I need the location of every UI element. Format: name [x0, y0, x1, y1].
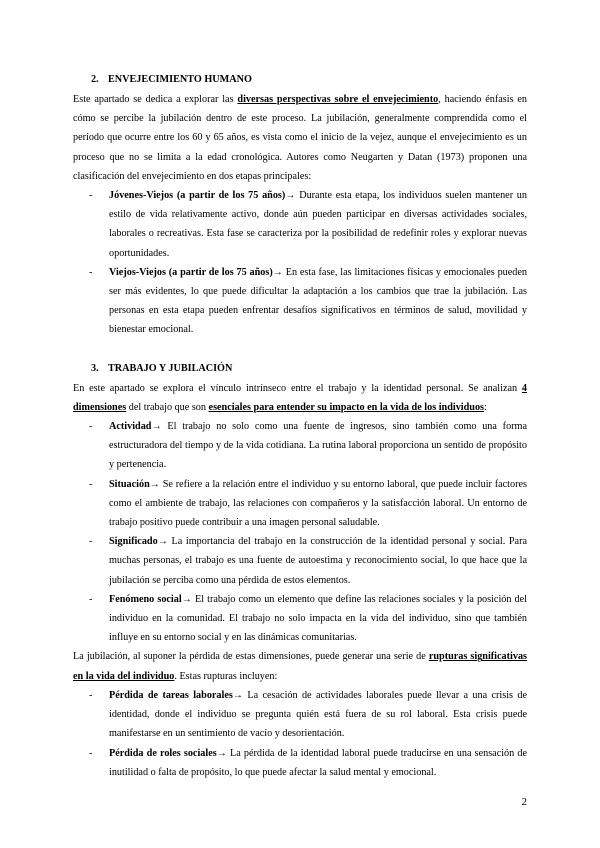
ruptures-intro	[73, 647, 527, 685]
section-2-title: ENVEJECIMIENTO HUMANO	[108, 74, 252, 85]
list-item	[73, 263, 527, 340]
list-item-text: La cesación de actividades laborales puede llevar a una crisis de identidad, donde el individuo se pregunta quién está fuera de su rol laboral. Esta crisis puede manifestarse en un sentimiento de vacío y desorientación.	[109, 689, 527, 740]
list-item-text: Durante esta etapa, los individuos suelen mantener un estilo de vida relativamente activo, donde aún pueden participar en diversas actividades sociales, laborales o recreativas. Esta fase se caracteriza por la posibilidad de redefinir roles y explorar nuevas oportunidades.	[109, 190, 527, 259]
section-3-intro	[73, 379, 527, 417]
list-item-term: Fenómeno social	[109, 593, 182, 605]
list-item	[73, 532, 527, 590]
intro-text: , haciendo énfasis en cómo se percibe la jubilación dentro de este proceso. La jubilación, generalmente comprendida como el período que ocurre entre los 60 y 65 años, es vista como el inicio de la vejez, aunque el envejecimiento es un proceso que no se limita a la edad cronológica. Autores como Neugarten y Datan (1973) proponen una clasificación del envejecimiento en dos etapas principales:	[73, 94, 527, 182]
list-item-term: Pérdida de roles sociales	[109, 747, 217, 759]
dash-bullet: -	[89, 421, 93, 433]
section-2-number: 2.	[91, 74, 99, 85]
dash-bullet: -	[89, 689, 93, 701]
work-dimensions-list	[73, 417, 527, 647]
list-item-text: En esta fase, las limitaciones físicas y emocionales pueden ser más evidentes, lo que puede dificultar la adaptación a los cambios que trae la jubilación. Las personas en esta etapa pueden enfrentar desafíos significativos en términos de salud, movilidad y bienestar emocional.	[109, 266, 527, 336]
list-item-text: Se refiere a la relación entre el individuo y su entorno laboral, que puede incluir factores como el ambiente de trabajo, las relaciones con compañeros y la satisfacción laboral. Un entorno de trabajo positivo puede contribuir a una imagen personal saludable.	[109, 478, 527, 529]
arrow-icon: →	[232, 689, 244, 701]
dash-bullet: -	[89, 266, 93, 278]
list-item-term: Significado	[109, 536, 158, 548]
dash-bullet: -	[89, 593, 93, 605]
intro-text: del trabajo que son	[126, 401, 209, 413]
list-item	[73, 186, 527, 263]
list-item-text: La importancia del trabajo en la construcción de la identidad personal y social. Para muchas personas, el trabajo es una fuente de autoestima y reconocimiento social, lo que hace que la jubilación se perciba como una pérdida de estos elementos.	[109, 536, 527, 586]
list-item-term: Actividad	[109, 421, 152, 433]
intro-text: :	[484, 401, 487, 413]
list-item	[73, 590, 527, 648]
list-item	[73, 686, 527, 744]
intro-emphasis: 4 dimensiones	[73, 382, 527, 413]
intro-emphasis: esenciales para entender su impacto en la vida de los individuos	[208, 401, 485, 413]
intro-text: En este apartado se explora el vínculo intrínseco entre el trabajo y la identidad personal. Se analizan	[73, 382, 522, 394]
dash-bullet: -	[89, 190, 93, 202]
ruptures-emphasis: rupturas significativas en la vida del individuo	[73, 651, 528, 682]
section-3-number: 3.	[91, 362, 99, 374]
arrow-icon: →	[285, 190, 296, 202]
section-2-intro	[73, 90, 527, 186]
list-item-text: La pérdida de la identidad laboral puede traducirse en una sensación de inutilidad o falta de propósito, lo que puede afectar la salud mental y emocional.	[109, 747, 527, 778]
list-item-term: Jóvenes-Viejos (a partir de los 75 años)	[109, 190, 286, 202]
dash-bullet: -	[89, 478, 93, 490]
list-item-text: El trabajo no solo como una fuente de ingresos, sino también como una forma estructuradora del tiempo y de la vida cotidiana. La rutina laboral proporciona un sentido de propósito y pertenencia.	[109, 421, 527, 471]
ruptures-text: . Estas rupturas incluyen:	[174, 670, 278, 682]
list-item-text: El trabajo como un elemento que define las relaciones sociales y la posición del individuo en la comunidad. El trabajo no solo impacta en la vida del individuo, sino que también influye en su entorno social y en las dinámicas comunitarias.	[109, 593, 528, 644]
section-3-title: TRABAJO Y JUBILACIÓN	[108, 362, 233, 374]
arrow-icon: →	[272, 266, 283, 278]
list-item-term: Situación	[109, 478, 150, 490]
section-3-heading	[73, 359, 527, 379]
aging-stages-list	[73, 186, 527, 340]
list-item-term: Pérdida de tareas laborales	[109, 689, 233, 701]
intro-emphasis: diversas perspectivas sobre el envejecimiento	[237, 94, 439, 105]
dash-bullet: -	[89, 747, 93, 759]
page-number: 2	[521, 796, 527, 808]
ruptures-text: La jubilación, al suponer la pérdida de estas dimensiones, puede generar una serie de	[73, 651, 429, 663]
list-item	[73, 475, 527, 533]
list-item	[73, 744, 527, 782]
list-item	[73, 417, 527, 475]
arrow-icon: →	[149, 478, 160, 490]
arrow-icon: →	[216, 747, 227, 759]
arrow-icon: →	[157, 536, 168, 548]
intro-text: Este apartado se dedica a explorar las	[73, 94, 238, 105]
arrow-icon: →	[181, 593, 192, 605]
dash-bullet: -	[89, 536, 93, 548]
arrow-icon: →	[151, 421, 162, 433]
section-2-heading	[73, 70, 527, 90]
document-page	[73, 70, 527, 782]
list-item-term: Viejos-Viejos (a partir de los 75 años)	[109, 266, 273, 278]
ruptures-list	[73, 686, 527, 782]
